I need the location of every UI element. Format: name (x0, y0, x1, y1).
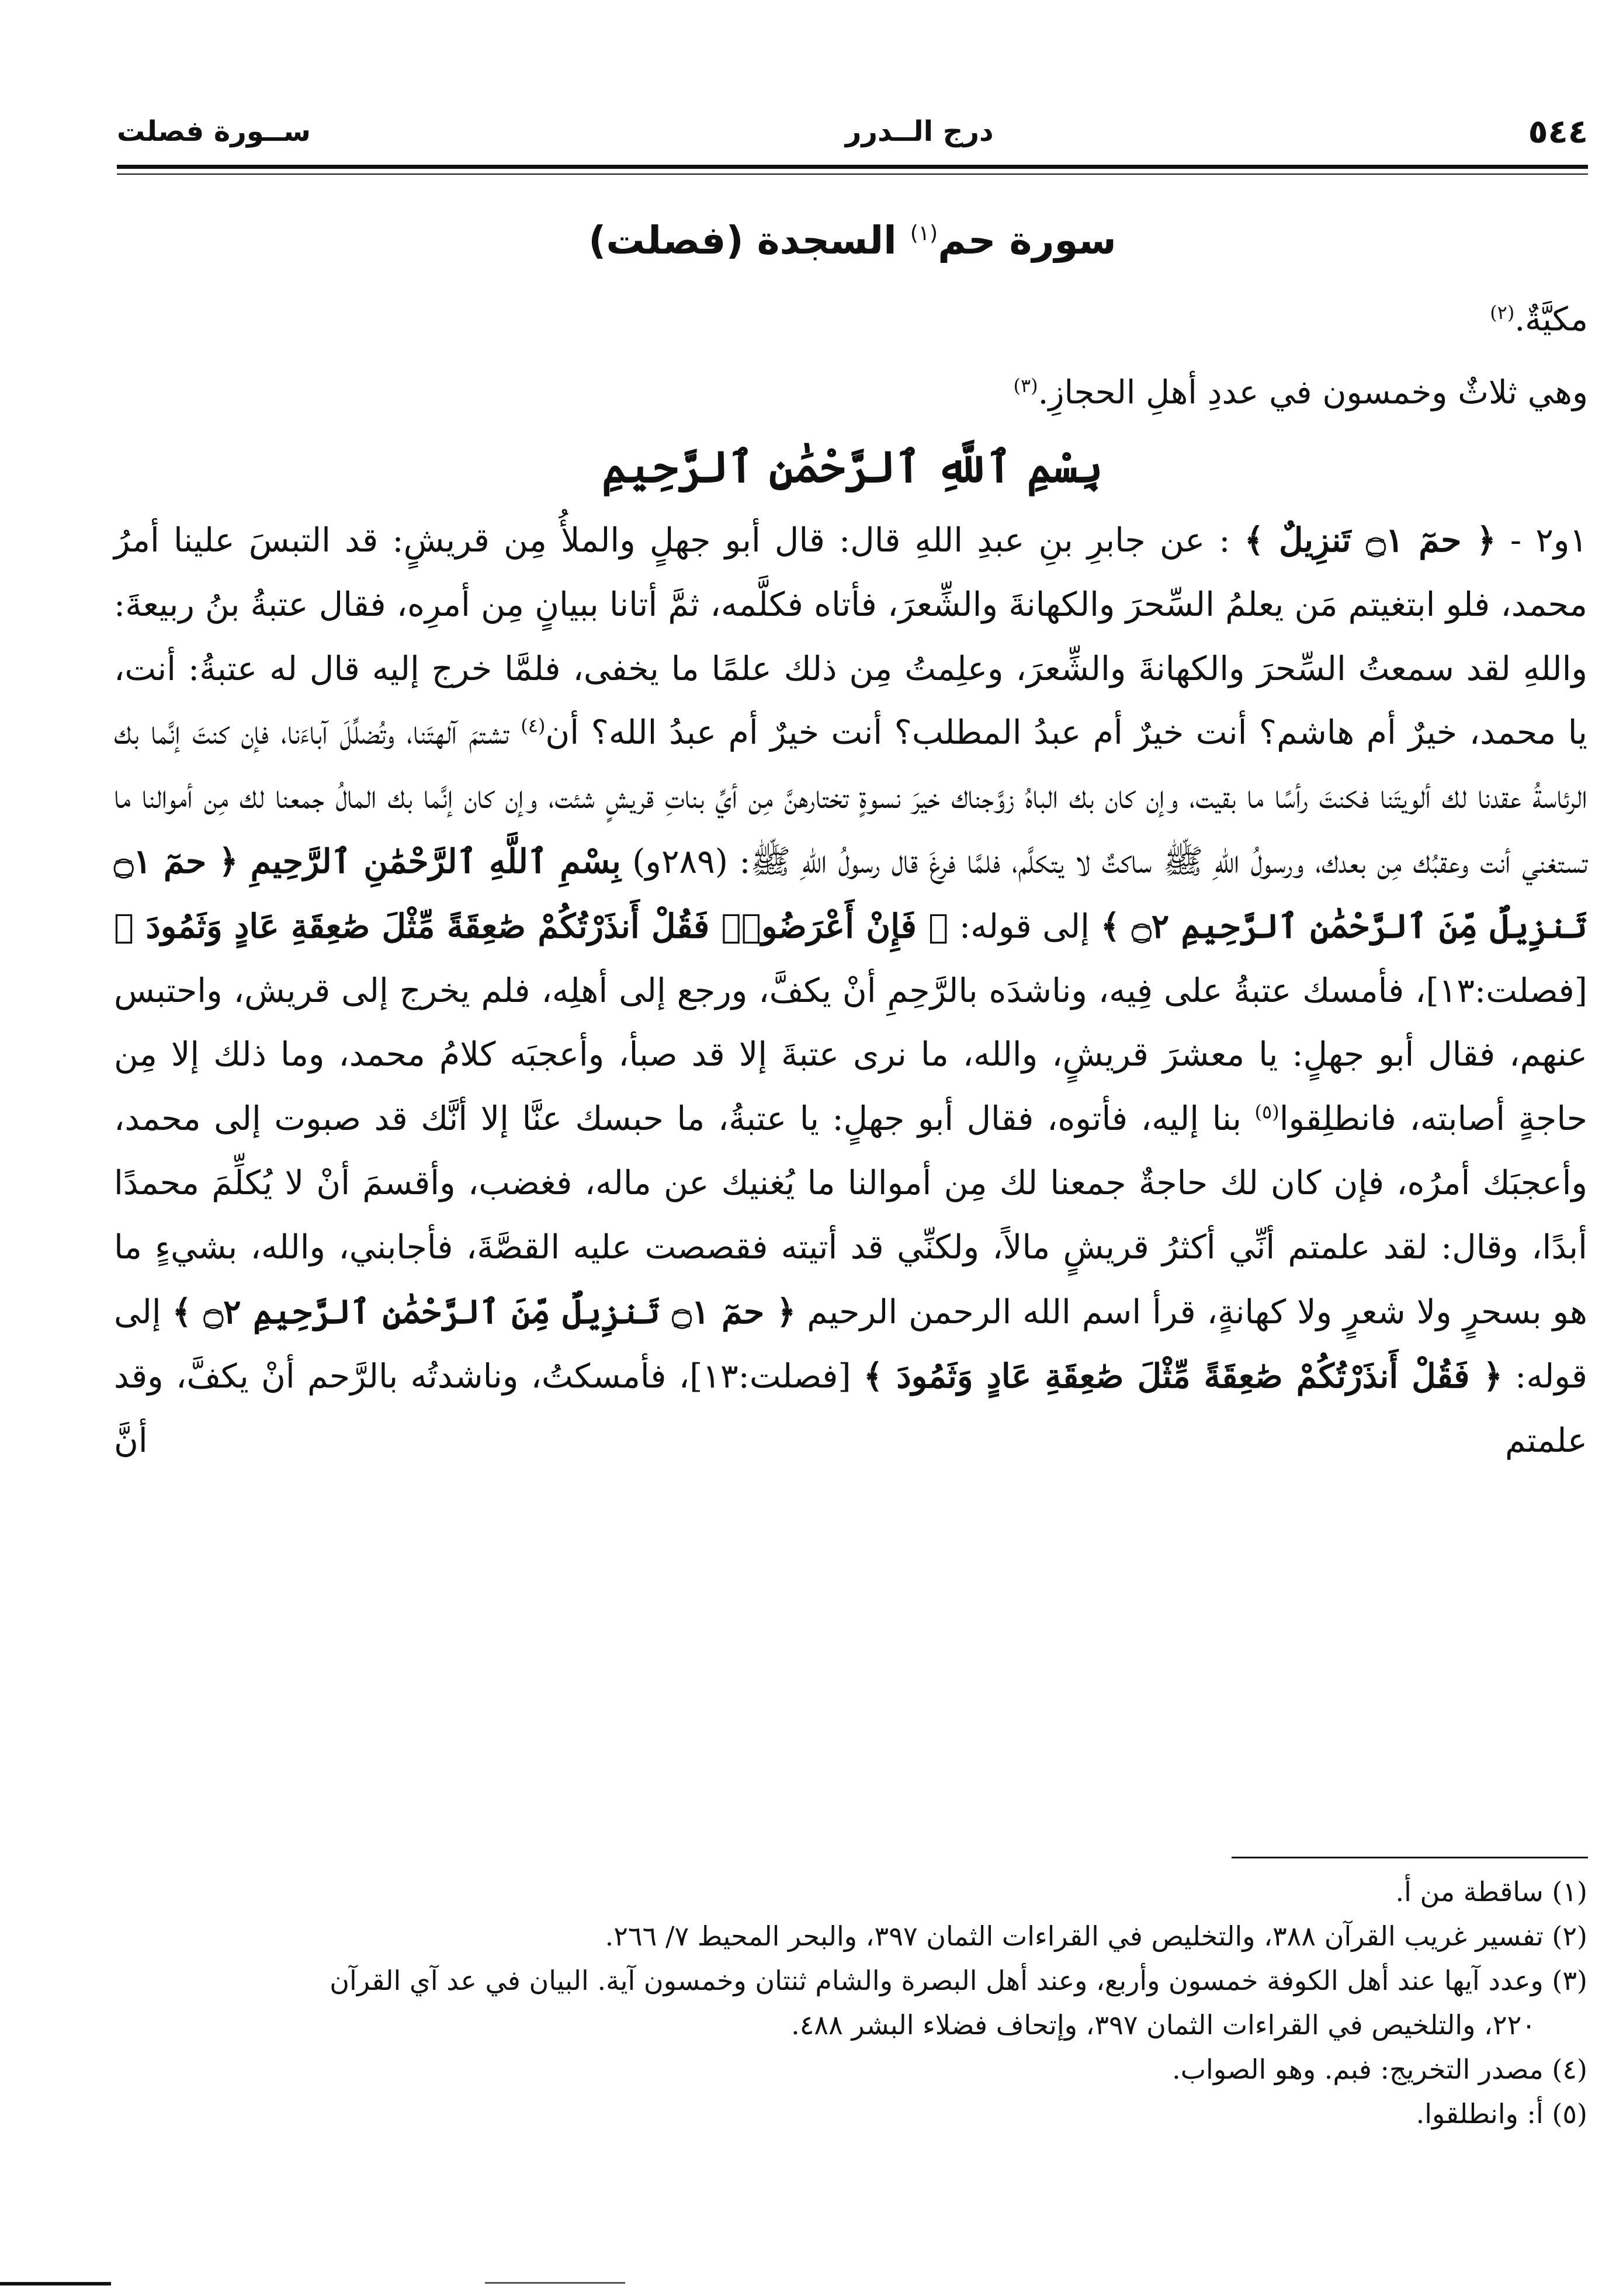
quran-quote: ﴿ فَقُلْ أَنذَرْتُكُمْ صَٰعِقَةً مِّثْلَ صَٰعِقَةِ عَادٍ وَثَمُودَ ﴾ (863, 1357, 1503, 1396)
paragraph-1 (114, 508, 1587, 1473)
body-text: بنا إليه، فأتوه، فقال أبو جهلٍ: يا عتبةُ، ما حبسك عنَّا إلا أنَّك قد صبوت إلى محمد، وأعجبَك أمرُه، فإن كان لك حاجةٌ جمعنا لك مِن أموالنا ما يُغنيك عن ماله، فغضب، وأقسمَ أنْ لا يُكلِّمَ محمدًا أبدًا، وقال: لقد علمتم أنِّي أكثرُ قريشٍ مالاً، ولكنِّي قد أتيته فقصصت عليه القصَّةَ، فأجابني، والله، بشيءٍ ما هو بسحرٍ ولا شعرٍ ولا كهانةٍ، قرأ اسم الله الرحمن الرحيم (114, 1100, 1587, 1331)
book-title: درج الــدرر (845, 115, 994, 148)
footnote-4: (٤) مصدر التخريج: فبم. وهو الصواب. (1172, 2054, 1587, 2085)
intro-line-verse-count (1014, 362, 1589, 417)
verse-number: ١و٢ - (1496, 521, 1587, 560)
footnote-separator (1232, 1857, 1588, 1858)
page-number: ٥٤٤ (1528, 112, 1588, 151)
intro-line1-text: مكيَّةٌ. (1514, 300, 1588, 339)
footnote-3: (٣) وعدد آيها عند أهل الكوفة خمسون وأربع، وعند أهل البصرة والشام ثنتان وخمسون آية. البيان في عد آي القرآن (330, 1965, 1587, 1996)
title-note-ref: (١) (910, 221, 938, 245)
quran-quote: ﴿ حمٓ ۝١ تَنزِيلٌ مِّنَ ٱلرَّحْمَٰنِ ٱلرَّحِيمِ ۝٢ ﴾ (172, 1292, 796, 1331)
quran-quote: ﴿ حمٓ ۝١ تَنزِيلٌ ﴾ (1244, 521, 1496, 560)
header-rule-thick (117, 165, 1588, 169)
footnote-5: (٥) أ: وانطلقوا. (1416, 2098, 1587, 2129)
body-text: إلى قوله: (114, 1292, 1588, 1396)
title-text-after: السجدة (فصلت) (588, 218, 910, 263)
scan-edge-mark (485, 2282, 625, 2284)
surah-name-header: ســورة فصلت (117, 115, 311, 148)
header-rule-thin (117, 174, 1588, 175)
intro-line2-ref: (٣) (1013, 374, 1038, 397)
footnote-1: (١) ساقطة من أ. (1395, 1876, 1587, 1907)
intro-line1-ref: (٢) (1490, 301, 1515, 324)
title-text-before: سورة حم (938, 218, 1116, 263)
body-text: : عن جابرِ بنِ عبدِ اللهِ قال: قال أبو جهلٍ والملأُ مِن قريشٍ: قد التبسَ علينا أمرُ محمد، فلو ابتغيتم مَن يعلمُ السِّحرَ والكهانةَ والشِّعرَ، فأتاه فكلَّمه، ثمَّ أتانا ببيانٍ مِن أمرِه، فقال عتبةُ بنُ ربيعةَ: واللهِ لقد سمعتُ السِّحرَ والكهانةَ والشِّعرَ، وعلِمتُ مِن ذلك علمًا ما يخفى، فلمَّا خرج إليه قال له عتبةُ: أنت، يا محمد، خيرٌ أم هاشم؟ أنت خيرٌ أم عبدُ المطلب؟ أنت خيرٌ أم عبدُ الله؟ أن (114, 521, 1587, 752)
footnote-ref-5: (٥) (1254, 1101, 1279, 1123)
footnote-3-continued: ٢٢٠، والتلخيص في القراءات الثمان ٣٩٧، وإتحاف فضلاء البشر ٤٨٨. (791, 2009, 1536, 2041)
scan-edge-mark (0, 2282, 111, 2285)
main-text (114, 508, 1587, 1473)
body-text: [فصلت:١٣]، فأمسكتُ، وناشدتُه بالرَّحم أنْ يكفَّ، وقد علمتم أنَّ (114, 1357, 1587, 1461)
running-header (117, 99, 1588, 164)
basmala: بِسْمِ ٱللَّهِ ٱلرَّحْمَٰنِ ٱلرَّحِيمِ (602, 442, 1103, 493)
surah-title (117, 202, 1588, 273)
intro-line-makkiyya (1490, 289, 1588, 344)
body-text: إلى قوله: (948, 907, 1101, 946)
footnote-ref-4: (٤) (521, 715, 546, 737)
body-text: [فصلت:١٣]، فأمسك عتبةُ على فِيه، وناشدَه بالرَّحِمِ أنْ يكفَّ، ورجع إلى أهلِه، فلم يخرج إلى قريش، واحتبس عنهم، فقال أبو جهلٍ: يا معشرَ قريشٍ، والله، ما نرى عتبةَ إلا قد صبأ، وأعجبَه كلامُ محمد، وما ذلك إلا مِن حاجةٍ أصابته، فانطلِقوا (114, 971, 1587, 1139)
quran-quote: ﴿ فَإِنْ أَعْرَضُوا۟ فَقُلْ أَنذَرْتُكُمْ صَٰعِقَةً مِّثْلَ صَٰعِقَةِ عَادٍ وَثَمُودَ ﴾ (114, 906, 949, 946)
footnote-2: (٢) تفسير غريب القرآن ٣٨٨، والتخليص في القراءات الثمان ٣٩٧، والبحر المحيط ٧/ ٢٦٦. (605, 1920, 1587, 1952)
body-text: تشتمَ آلهتَنا، وتُضلِّلَ آباءَنا، فإن كنتَ إنَّما بك الرئاسةُ عقدنا لك ألويتَنا فكنتَ رأسًا ما بقيت، وإن كان بك الباهُ زوَّجناك خيرَ نسوةٍ تختارهنَّ مِن أيِّ بناتِ قريشٍ شئت، وإن كان إنَّما بك المالُ جمعنا لك مِن أموالنا ما تستغني أنت وعقبُك مِن بعدك، ورسولُ اللهِ ﷺ ساكتٌ لا يتكلَّم، فلمَّا فرغَ قال رسولُ اللهِ ﷺ: (٢٨٩و) (114, 713, 1588, 881)
intro-line2-text: وهي ثلاثٌ وخمسون في عددِ أهلِ الحجازِ. (1038, 373, 1588, 412)
quran-quote: بِسْمِ ٱللَّهِ ٱلرَّحْمَٰنِ ٱلرَّحِيمِ ﴿ حمٓ ۝١ تَنزِيلٌ مِّنَ ٱلرَّحْمَٰنِ ٱلرَّحِيمِ ۝٢ ﴾ (114, 841, 1587, 946)
footnotes (114, 1870, 1587, 2136)
